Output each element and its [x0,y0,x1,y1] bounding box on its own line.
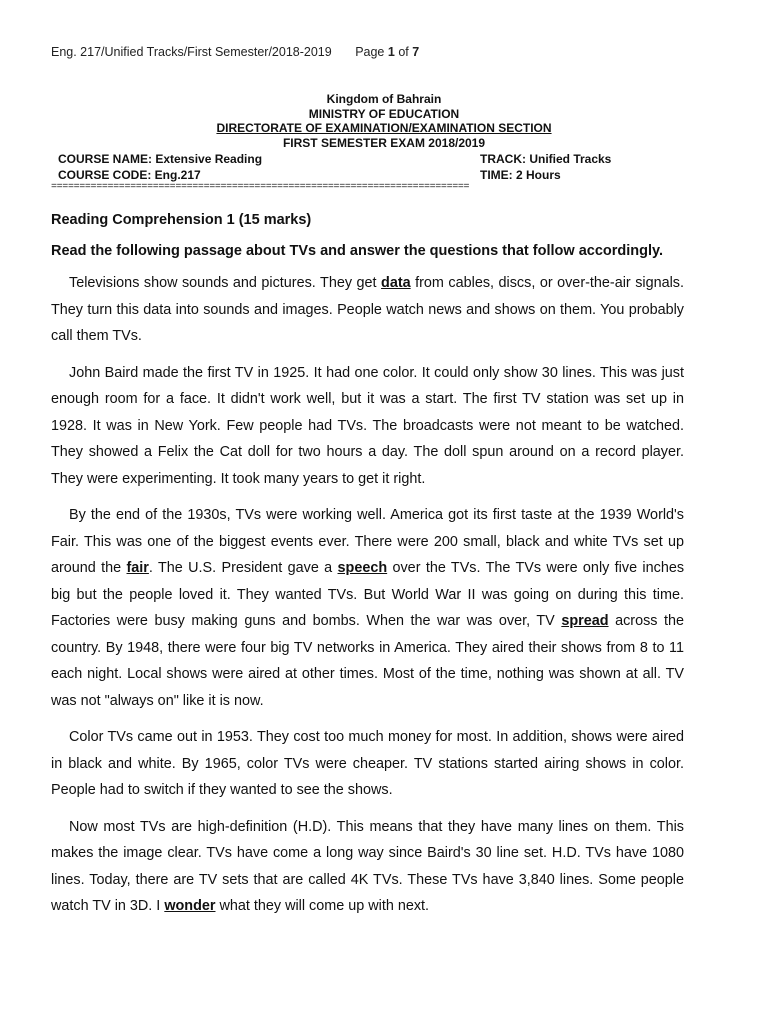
page-label: Page [355,45,385,59]
passage-paragraph-4: Color TVs came out in 1953. They cost too much money for most. In addition, shows were aired in black and white. By 1965, color TVs were cheaper. TV stations started airing shows in color. People had to switch if they wanted to see the shows. [51,729,684,798]
course-code: COURSE CODE: Eng.217 [58,168,201,182]
exam-masthead [0,92,768,150]
passage-paragraph-2: John Baird made the first TV in 1925. It had one color. It could only show 30 lines. This was just enough room for a face. It didn't work well, but it was a start. The first TV station was set up in 1928. It was in New York. Few people had TVs. The broadcasts were not meant to be watched. They showed a Felix the Cat doll for two hours a day. The doll spun around on a record player. They were experimenting. It took many years to get it right. [51,364,684,487]
document-reference: Eng. 217/Unified Tracks/First Semester/2018-2019 [51,45,332,59]
keyword-fair: fair [126,560,149,576]
page-of-label: of [398,45,409,59]
header-divider: ========================================================================== [51,182,470,193]
page-total: 7 [412,45,420,59]
keyword-speech: speech [337,560,388,576]
exam-heading: FIRST SEMESTER EXAM 2018/2019 [282,135,486,150]
course-row-1 [58,151,658,167]
section-instruction: Read the following passage about TVs and answer the questions that follow accordingly. [51,243,664,259]
directorate-heading: DIRECTORATE OF EXAMINATION/EXAMINATION SECTION [216,121,552,135]
course-info [58,151,658,183]
course-track: TRACK: Unified Tracks [480,152,612,166]
course-name: COURSE NAME: Extensive Reading [58,152,263,166]
page-number: 1 [387,45,395,59]
section-title: Reading Comprehension 1 (15 marks) [51,212,312,228]
passage-paragraph-3: By the end of the 1930s, TVs were working well. America got its first taste at the 1939 World's Fair. This was one of the biggest events ever. There were 200 small, black and white TVs set up around the fair. The U.S. President gave a speech over the TVs. The TVs were only five inches big but the people loved it. They wanted TVs. But World War II was going on during this time. Factories were busy making guns and bombs. When the war was over, TV spread across the country. By 1948, there were four big TV networks in America. They aired their shows from 8 to 11 each night. Local shows were aired at other times. Most of the time, nothing was shown at all. TV was not "always on" like it is now. [51,507,685,709]
passage-paragraph-1: Televisions show sounds and pictures. They get data from cables, discs, or over-the-air signals. They turn this data into sounds and images. People watch news and shows on them. You probably call them TVs. [51,275,684,344]
page-indicator [355,45,419,59]
passage-paragraph-5: Now most TVs are high-definition (H.D). This means that they have many lines on them. This makes the image clear. TVs have come a long way since Baird's 30 line set. H.D. TVs have 1080 lines. Today, there are TV sets that are called 4K TVs. These TVs have 3,840 lines. Some people watch TV in 3D. I wonder what they will come up with next. [51,818,684,914]
ministry-heading: MINISTRY OF EDUCATION [308,106,460,121]
keyword-data: data [381,275,411,291]
keyword-spread: spread [561,613,609,629]
course-row-2 [58,167,658,183]
exam-time: TIME: 2 Hours [480,168,561,182]
reading-passage [51,270,684,930]
kingdom-heading: Kingdom of Bahrain [326,92,442,106]
running-header [51,45,419,59]
keyword-wonder: wonder [164,898,216,914]
